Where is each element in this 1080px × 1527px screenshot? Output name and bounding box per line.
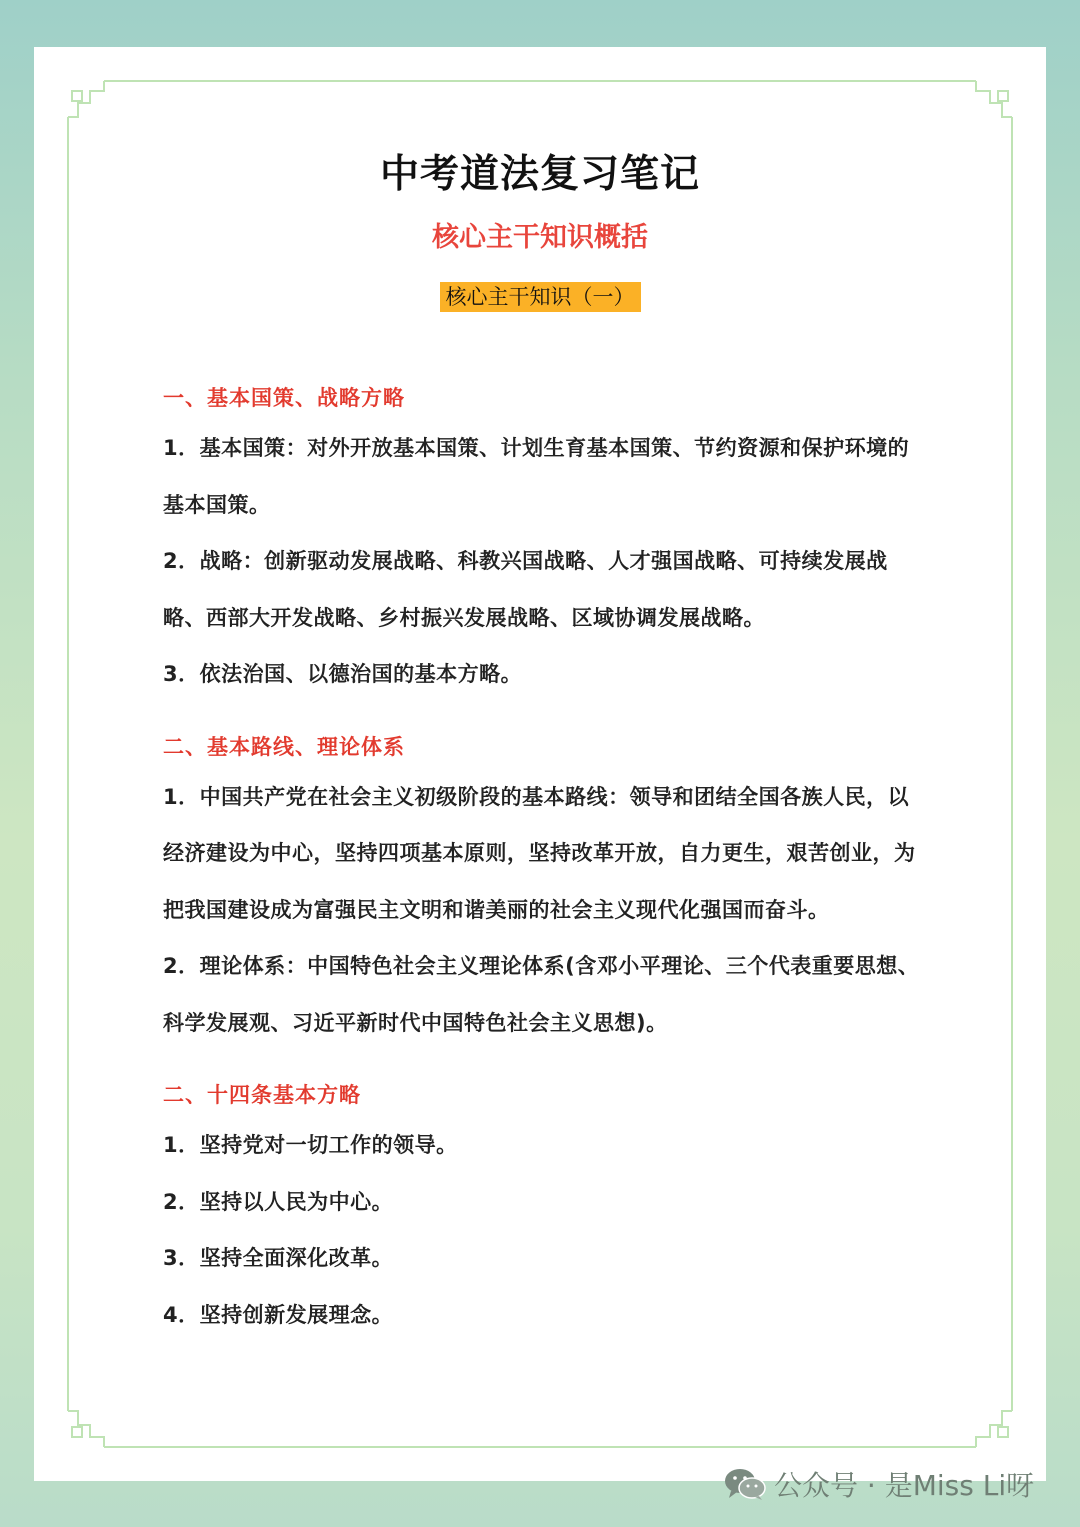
section-basic-policies xyxy=(163,384,923,703)
paragraph: 1．坚持党对一切工作的领导。 xyxy=(163,1133,458,1157)
paragraph: 1．基本国策：对外开放基本国策、计划生育基本国策、节约资源和保护环境的基本国策。 xyxy=(163,436,910,517)
paragraph: 2．理论体系：中国特色社会主义理论体系(含邓小平理论、三个代表重要思想、科学发展观、习近平新时代中国特色社会主义思想)。 xyxy=(163,954,920,1035)
wechat-icon xyxy=(724,1467,766,1501)
paragraph: 2．战略：创新驱动发展战略、科教兴国战略、人才强国战略、可持续发展战略、西部大开发战略、乡村振兴发展战略、区域协调发展战略。 xyxy=(163,549,888,630)
section-basic-line xyxy=(163,733,923,1052)
paragraph: 3．依法治国、以德治国的基本方略。 xyxy=(163,662,523,686)
section-heading: 二、十四条基本方略 xyxy=(163,1083,361,1107)
paragraph: 4．坚持创新发展理念。 xyxy=(163,1302,394,1327)
paragraph: 3．坚持全面深化改革。 xyxy=(163,1246,394,1270)
paragraph: 2．坚持以人民为中心。 xyxy=(163,1189,394,1214)
watermark-text: 公众号 · 是Miss Li呀 xyxy=(774,1469,1035,1502)
section-heading: 一、基本国策、战略方略 xyxy=(163,386,405,410)
section-fourteen-strategies xyxy=(163,1081,923,1343)
wechat-watermark xyxy=(724,1462,1034,1506)
section-heading: 二、基本路线、理论体系 xyxy=(163,734,405,759)
page-subtitle: 核心主干知识概括 xyxy=(432,222,648,253)
paragraph: 1．中国共产党在社会主义初级阶段的基本路线：领导和团结全国各族人民，以经济建设为中心，坚持四项基本原则，坚持改革开放，自力更生，艰苦创业，为把我国建设成为富强民主文明和谐美丽的社会主义现代化强国而奋斗。 xyxy=(163,784,916,922)
document-page xyxy=(34,47,1046,1481)
badge-container xyxy=(34,282,1046,312)
section-badge: 核心主干知识（一） xyxy=(440,282,641,312)
notes-content xyxy=(163,384,923,1343)
page-title: 中考道法复习笔记 xyxy=(379,152,700,197)
